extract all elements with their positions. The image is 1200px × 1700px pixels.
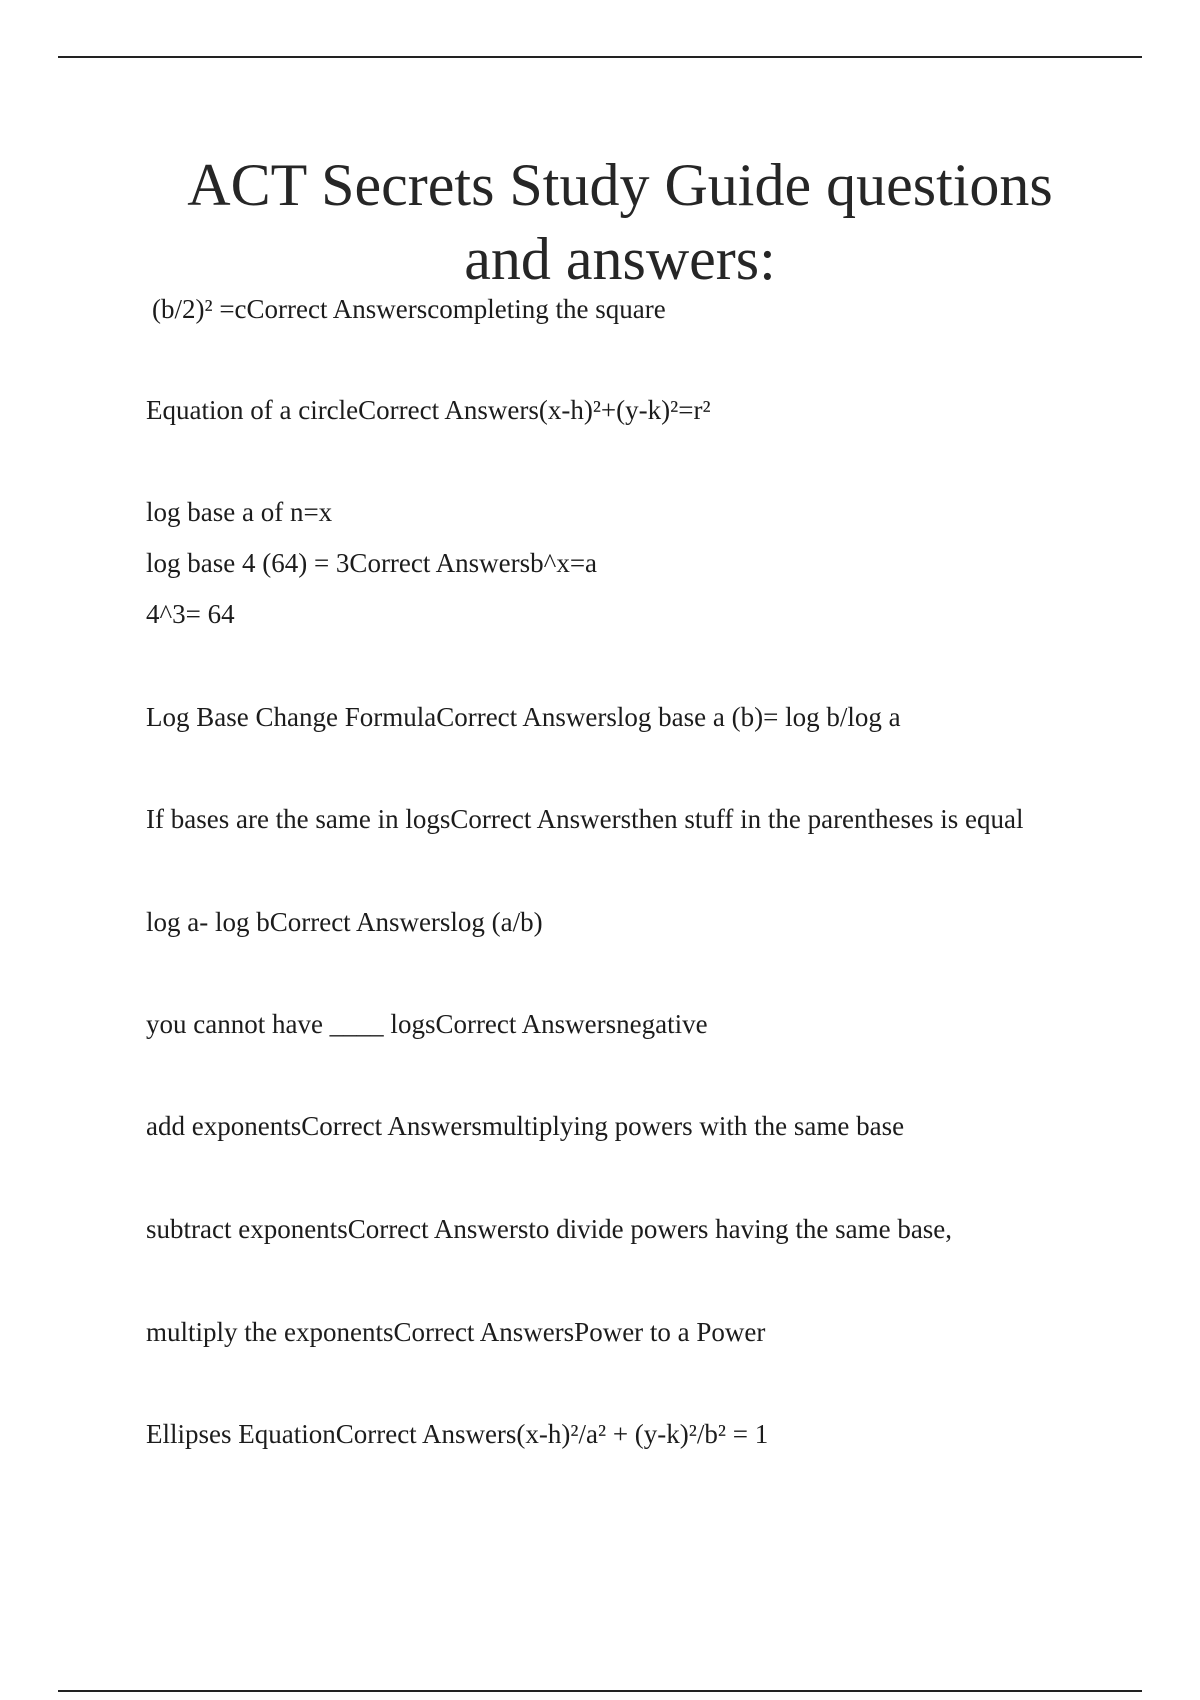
title-line-2: and answers: xyxy=(464,226,776,292)
qa-negative-logs: you cannot have ____ logsCorrect Answersnegative xyxy=(146,1009,708,1039)
qa-ellipse-equation: Ellipses EquationCorrect Answers(x-h)²/a² + (y-k)²/b² = 1 xyxy=(146,1419,769,1449)
qa-completing-square: (b/2)² =cCorrect Answerscompleting the square xyxy=(152,294,666,324)
page-title xyxy=(100,148,1140,296)
qa-log-definition-line-3: 4^3= 64 xyxy=(146,599,235,629)
qa-log-definition-line-1: log base a of n=x xyxy=(146,497,333,527)
qa-add-exponents: add exponentsCorrect Answersmultiplying powers with the same base xyxy=(146,1111,905,1141)
qa-log-base-change: Log Base Change FormulaCorrect Answerslog base a (b)= log b/log a xyxy=(146,702,901,732)
title-line-1: ACT Secrets Study Guide questions xyxy=(187,152,1053,218)
qa-multiply-exponents: multiply the exponentsCorrect AnswersPower to a Power xyxy=(146,1317,766,1347)
qa-log-subtraction: log a- log bCorrect Answerslog (a/b) xyxy=(146,907,543,937)
bottom-rule xyxy=(58,1690,1142,1692)
top-rule xyxy=(58,56,1142,58)
qa-log-definition-line-2: log base 4 (64) = 3Correct Answersb^x=a xyxy=(146,548,598,578)
qa-circle-equation: Equation of a circleCorrect Answers(x-h)²+(y-k)²=r² xyxy=(146,395,711,425)
qa-same-bases: If bases are the same in logsCorrect Answersthen stuff in the parentheses is equal xyxy=(146,804,1024,834)
qa-subtract-exponents: subtract exponentsCorrect Answersto divide powers having the same base, xyxy=(146,1214,953,1244)
